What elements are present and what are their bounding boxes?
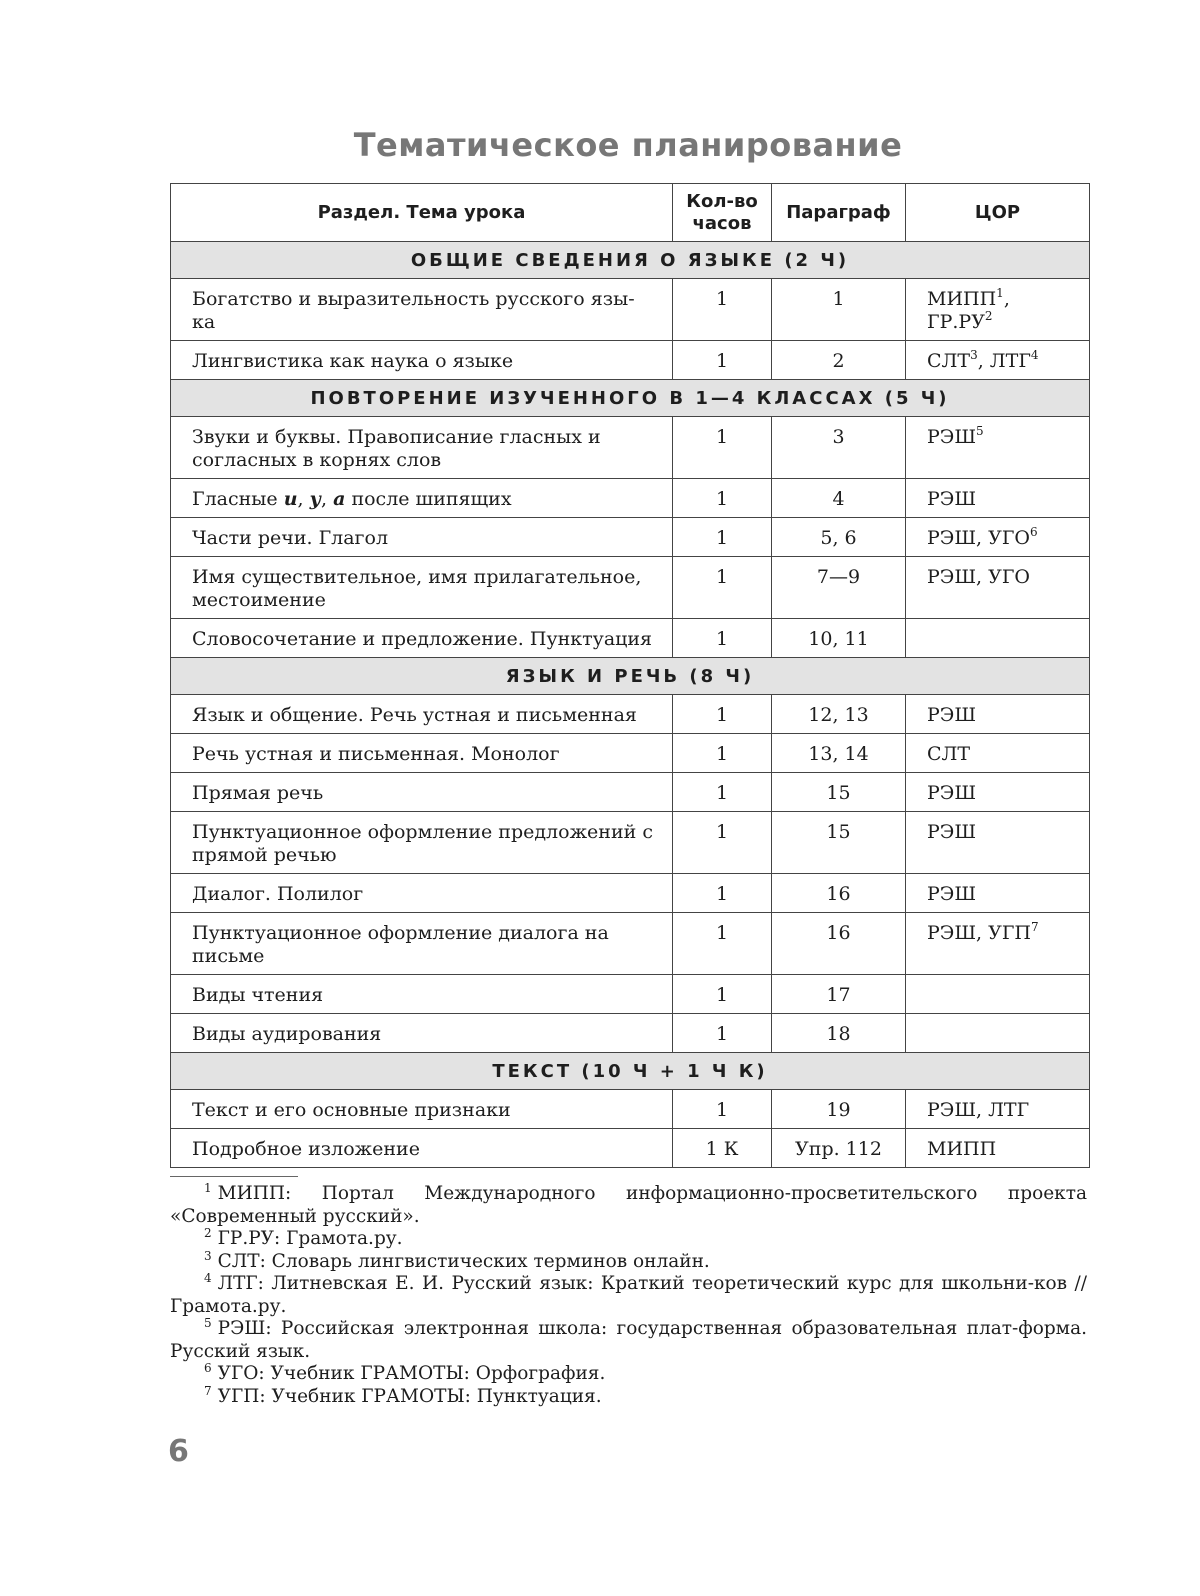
paragraph-cell: 15: [772, 812, 906, 874]
section-title: ЯЗЫК И РЕЧЬ (8 Ч): [171, 658, 1090, 695]
table-row: [171, 1129, 1090, 1168]
header-paragraph: Параграф: [772, 184, 906, 242]
cor-cell: РЭШ$^5$: [906, 417, 1090, 479]
paragraph-cell: 5, 6: [772, 518, 906, 557]
table-row: [171, 479, 1090, 518]
cor-cell: [906, 619, 1090, 658]
footnote-divider: [170, 1176, 298, 1177]
footnote-number: 6: [204, 1361, 212, 1375]
footnote-number: 3: [204, 1248, 212, 1263]
hours-cell: 1: [673, 913, 772, 975]
hours-cell: 1: [673, 279, 772, 341]
table-row: [171, 1090, 1090, 1129]
hours-cell: 1: [673, 619, 772, 658]
table-row: [171, 913, 1090, 975]
hours-cell: 1: [673, 417, 772, 479]
table-row: [171, 518, 1090, 557]
footnote-text: РЭШ: Российская электронная школа: государственная образовательная плат-форма. Русский язык.: [170, 1318, 1087, 1362]
footnote-ref: 3: [970, 348, 978, 362]
topic-cell: Прямая речь: [171, 773, 673, 812]
footnote-text: УГП: Учебник ГРАМОТЫ: Пунктуация.: [217, 1385, 602, 1407]
cor-cell: РЭШ: [906, 874, 1090, 913]
table-row: [171, 874, 1090, 913]
footnote-ref: 1: [996, 286, 1004, 300]
table-row: [171, 279, 1090, 341]
paragraph-cell: 18: [772, 1014, 906, 1053]
topic-cell: Язык и общение. Речь устная и письменная: [171, 695, 673, 734]
hours-cell: 1: [673, 874, 772, 913]
footnote-number: 5: [204, 1316, 212, 1330]
topic-cell: Части речи. Глагол: [171, 518, 673, 557]
cor-cell: РЭШ: [906, 479, 1090, 518]
cor-cell: РЭШ: [906, 695, 1090, 734]
paragraph-cell: 2: [772, 341, 906, 380]
section-title: ОБЩИЕ СВЕДЕНИЯ О ЯЗЫКЕ (2 Ч): [171, 242, 1090, 279]
paragraph-cell: 16: [772, 874, 906, 913]
section-header-row: [171, 380, 1090, 417]
footnote-number: 4: [204, 1271, 212, 1285]
cor-cell: СЛТ$^3$, ЛТГ$^4$: [906, 341, 1090, 380]
header-cor: ЦОР: [906, 184, 1090, 242]
page-number: 6: [168, 1434, 189, 1469]
footnote-text: ГР.РУ: Грамота.ру.: [217, 1228, 403, 1249]
footnote-ref: 5: [976, 424, 984, 438]
cor-cell: МИПП$^1$, $ГР.РУ^2$: [906, 279, 1090, 341]
cor-cell: РЭШ, УГО$^6$: [906, 518, 1090, 557]
footnote-text: УГО: Учебник ГРАМОТЫ: Орфография.: [217, 1363, 606, 1384]
paragraph-cell: 15: [772, 773, 906, 812]
paragraph-cell: 3: [772, 417, 906, 479]
topic-cell: Словосочетание и предложение. Пунктуация: [171, 619, 673, 658]
topic-cell: Богатство и выразительность русского язы- ка: [171, 279, 673, 341]
topic-cell: Виды чтения: [171, 975, 673, 1014]
hours-cell: 1: [673, 975, 772, 1014]
footnote-text: МИПП: Портал Международного информационно-просветительского проекта «Современный русский».: [170, 1183, 1087, 1227]
cor-cell: [906, 975, 1090, 1014]
paragraph-cell: 4: [772, 479, 906, 518]
paragraph-cell: 13, 14: [772, 734, 906, 773]
cor-cell: РЭШ: [906, 773, 1090, 812]
section-header-row: [171, 242, 1090, 279]
header-hours: [673, 184, 772, 242]
footnote: [170, 1363, 1087, 1386]
topic-cell: Текст и его основные признаки: [171, 1090, 673, 1129]
paragraph-cell: Упр. 112: [772, 1129, 906, 1168]
topic-cell: Звуки и буквы. Правописание гласных и согласных в корнях слов: [171, 417, 673, 479]
topic-cell: Пунктуационное оформление предложений с прямой речью: [171, 812, 673, 874]
paragraph-cell: 7—9: [772, 557, 906, 619]
table-row: [171, 619, 1090, 658]
section-header-row: [171, 1053, 1090, 1090]
hours-cell: 1: [673, 695, 772, 734]
footnote: [170, 1248, 1087, 1274]
hours-cell: 1: [673, 479, 772, 518]
header-topic: Раздел. Тема урока: [171, 184, 673, 242]
table-header-row: [171, 184, 1090, 242]
footnote-ref: 6: [1029, 525, 1038, 539]
section-title: ПОВТОРЕНИЕ ИЗУЧЕННОГО В 1—4 КЛАССАХ (5 Ч): [171, 380, 1090, 417]
topic-cell: Подробное изложение: [171, 1129, 673, 1168]
footnote: [170, 1228, 1087, 1251]
topic-cell: Речь устная и письменная. Монолог: [171, 734, 673, 773]
table-row: [171, 695, 1090, 734]
topic-cell: Гласные и, у, а после шипящих: [171, 479, 673, 518]
footnote: [170, 1183, 1087, 1228]
topic-cell: Пунктуационное оформление диалога на письме: [171, 913, 673, 975]
paragraph-cell: 12, 13: [772, 695, 906, 734]
paragraph-cell: 17: [772, 975, 906, 1014]
page-title: Тематическое планирование: [353, 126, 903, 164]
thematic-plan-table: [170, 183, 1090, 1168]
section-title: ТЕКСТ (10 Ч + 1 Ч К): [171, 1053, 1090, 1090]
table-row: [171, 975, 1090, 1014]
hours-cell: 1: [673, 812, 772, 874]
footnote: [170, 1383, 1087, 1409]
paragraph-cell: 10, 11: [772, 619, 906, 658]
footnote: [170, 1318, 1087, 1363]
hours-cell: 1: [673, 1014, 772, 1053]
footnote-ref: 2: [984, 309, 993, 323]
footnote-ref: 4: [1030, 348, 1039, 362]
footnote-ref: 7: [1030, 920, 1039, 934]
hours-cell: 1: [673, 734, 772, 773]
cor-cell: РЭШ, УГП$^7$: [906, 913, 1090, 975]
topic-cell: Виды аудирования: [171, 1014, 673, 1053]
topic-cell: Имя существительное, имя прилагательное, местоимение: [171, 557, 673, 619]
cor-cell: РЭШ: [906, 812, 1090, 874]
table-row: [171, 812, 1090, 874]
table-row: [171, 734, 1090, 773]
paragraph-cell: 1: [772, 279, 906, 341]
header-hours-line2: часов: [692, 212, 752, 234]
table-row: [171, 557, 1090, 619]
hours-cell: 1: [673, 557, 772, 619]
footnotes: [170, 1183, 1087, 1408]
header-hours-line1: Кол-во: [686, 190, 758, 212]
table-row: [171, 417, 1090, 479]
footnote-number: 7: [204, 1383, 212, 1398]
paragraph-cell: 19: [772, 1090, 906, 1129]
hours-cell: 1: [673, 773, 772, 812]
cor-cell: [906, 1014, 1090, 1053]
topic-cell: Диалог. Полилог: [171, 874, 673, 913]
hours-cell: 1: [673, 518, 772, 557]
footnote: [170, 1273, 1087, 1318]
hours-cell: 1 К: [673, 1129, 772, 1168]
table-row: [171, 341, 1090, 380]
cor-cell: МИПП: [906, 1129, 1090, 1168]
table-row: [171, 1014, 1090, 1053]
cor-cell: РЭШ, УГО: [906, 557, 1090, 619]
table-row: [171, 773, 1090, 812]
footnote-number: 1: [204, 1181, 212, 1195]
hours-cell: 1: [673, 1090, 772, 1129]
footnote-text: ЛТГ: Литневская Е. И. Русский язык: Краткий теоретический курс для школьни-ков // Грамота.ру.: [170, 1273, 1087, 1317]
footnote-number: 2: [204, 1226, 212, 1240]
cor-cell: СЛТ: [906, 734, 1090, 773]
topic-cell: Лингвистика как наука о языке: [171, 341, 673, 380]
section-header-row: [171, 658, 1090, 695]
cor-cell: РЭШ, ЛТГ: [906, 1090, 1090, 1129]
footnote-text: СЛТ: Словарь лингвистических терминов онлайн.: [217, 1250, 710, 1272]
hours-cell: 1: [673, 341, 772, 380]
paragraph-cell: 16: [772, 913, 906, 975]
